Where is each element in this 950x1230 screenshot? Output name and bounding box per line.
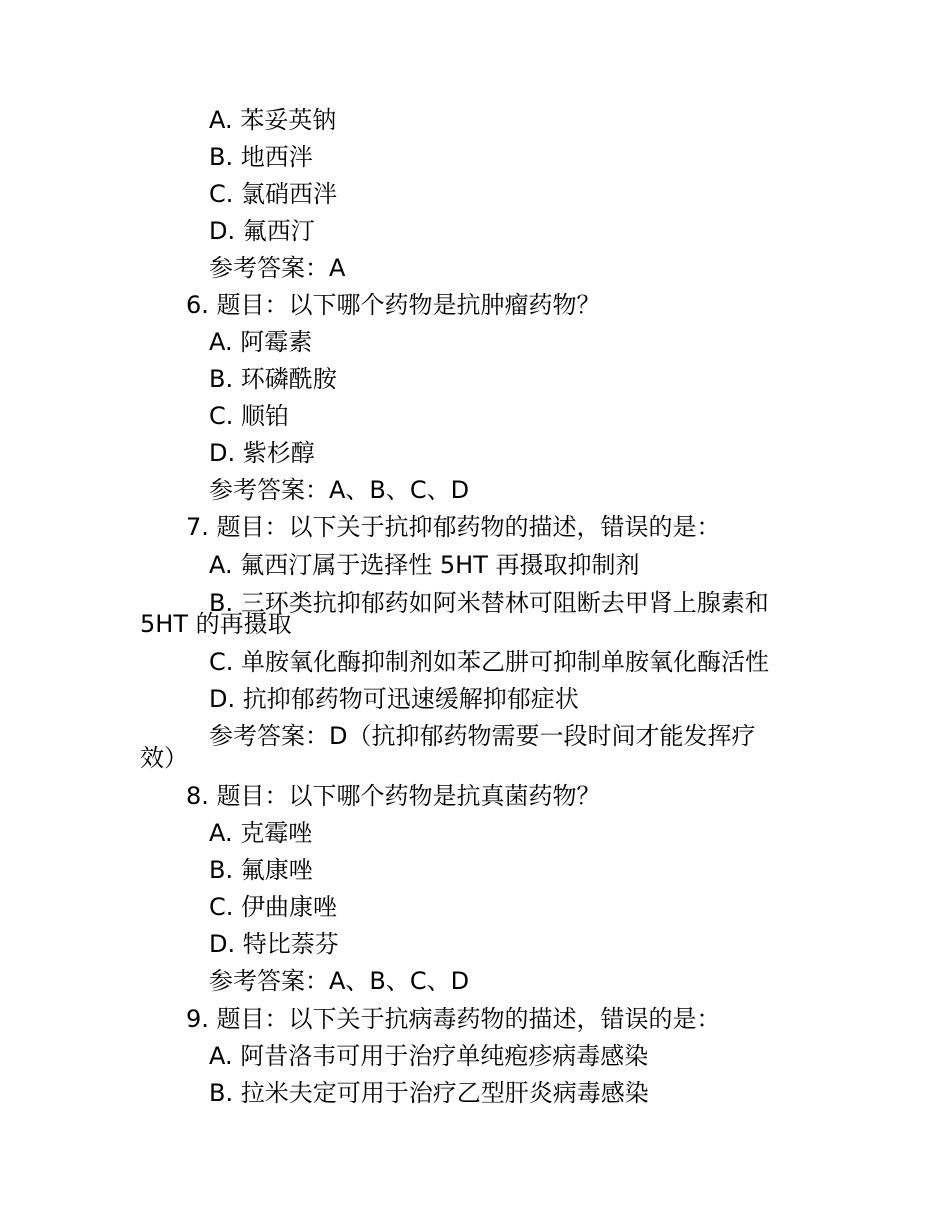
option-line: A. 阿霉素: [209, 328, 313, 356]
question-title: 9. 题目：以下关于抗病毒药物的描述，错误的是：: [186, 1005, 721, 1033]
answer-line: 参考答案：A: [209, 254, 346, 282]
option-line: A. 氟西汀属于选择性 5HT 再摄取抑制剂: [209, 551, 640, 579]
option-line: B. 拉米夫定可用于治疗乙型肝炎病毒感染: [209, 1079, 649, 1107]
option-line: A. 阿昔洛韦可用于治疗单纯疱疹病毒感染: [209, 1042, 649, 1070]
option-line: A. 克霉唑: [209, 819, 313, 847]
option-line: D. 特比萘芬: [209, 930, 339, 958]
wrapped-continuation: 效）: [140, 744, 188, 772]
question-title: 7. 题目：以下关于抗抑郁药物的描述，错误的是：: [186, 513, 721, 541]
wrapped-continuation: 5HT 的再摄取: [140, 610, 292, 638]
option-line: B. 三环类抗抑郁药如阿米替林可阻断去甲肾上腺素和: [209, 589, 769, 617]
option-line: C. 单胺氧化酶抑制剂如苯乙肼可抑制单胺氧化酶活性: [209, 648, 770, 676]
answer-line: 参考答案：A、B、C、D: [209, 967, 470, 995]
option-line: B. 氟康唑: [209, 856, 313, 884]
answer-line: 参考答案：D（抗抑郁药物需要一段时间才能发挥疗: [209, 722, 756, 750]
question-title: 8. 题目：以下哪个药物是抗真菌药物？: [186, 782, 601, 810]
option-line: C. 氯硝西泮: [209, 180, 338, 208]
answer-line: 参考答案：A、B、C、D: [209, 476, 470, 504]
option-line: A. 苯妥英钠: [209, 106, 337, 134]
option-line: D. 紫杉醇: [209, 439, 315, 467]
option-line: C. 顺铂: [209, 402, 290, 430]
option-line: B. 地西泮: [209, 143, 313, 171]
question-title: 6. 题目：以下哪个药物是抗肿瘤药物？: [186, 291, 601, 319]
option-line: C. 伊曲康唑: [209, 893, 338, 921]
option-line: D. 氟西汀: [209, 217, 315, 245]
option-line: B. 环磷酰胺: [209, 365, 337, 393]
option-line: D. 抗抑郁药物可迅速缓解抑郁症状: [209, 685, 579, 713]
